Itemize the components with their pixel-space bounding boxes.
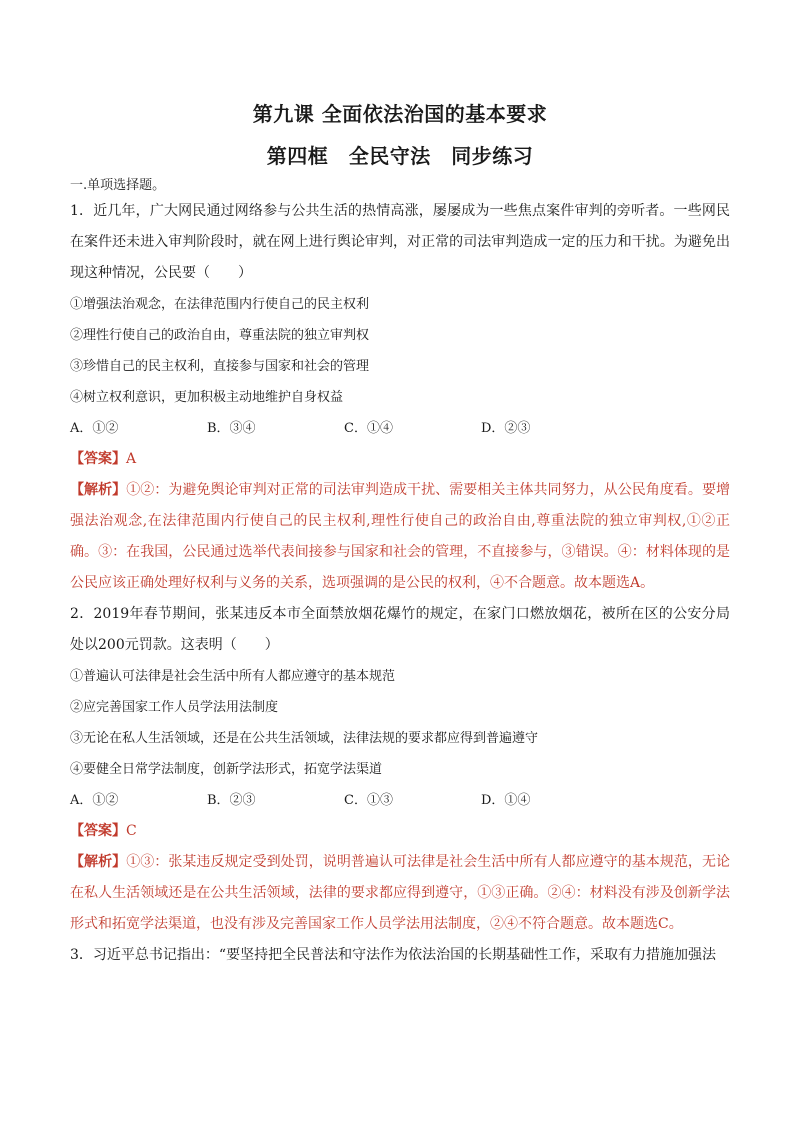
question-stem: 1．近几年，广大网民通过网络参与公共生活的热情高涨，屡屡成为一些焦点案件审判的旁听者。一些网民在案件还未进入审判阶段时，就在网上进行舆论审判，对正常的司法审判造成一定的压力和干扰。为避免出现这种情况，公民要（ ） bbox=[70, 203, 730, 281]
choice-d: D．②③ bbox=[481, 421, 531, 436]
question-3 bbox=[70, 940, 730, 971]
answer-choices bbox=[70, 785, 730, 816]
choice-b: B．③④ bbox=[207, 421, 256, 436]
main-title: 第九课 全面依法治国的基本要求 bbox=[252, 102, 548, 126]
question-stem: 2．2019年春节期间，张某违反本市全面禁放烟花爆竹的规定，在家门口燃放烟花，被所在区的公安分局处以200元罚款。这表明（ ） bbox=[70, 606, 730, 653]
explanation-label: 【解析】 bbox=[70, 482, 127, 498]
explanation-text: ①③：张某违反规定受到处罚，说明普遍认可法律是社会生活中所有人都应遵守的基本规范，无论在私人生活领域还是在公共生活领域，法律的要求都应得到遵守，①③正确。②④：材料没有涉及创新学法形式和拓宽学法渠道，也没有涉及完善国家工作人员学法用法制度，②④不符合题意。故本题选C。 bbox=[70, 854, 731, 932]
choice-c: C．①③ bbox=[344, 793, 393, 808]
choice-c: C．①④ bbox=[344, 421, 393, 436]
statement-option: ③无论在私人生活领域，还是在公共生活领域，法律法规的要求都应得到普遍遵守 bbox=[70, 731, 539, 746]
statement-option: ②理性行使自己的政治自由，尊重法院的独立审判权 bbox=[70, 328, 370, 343]
choice-a: A．①② bbox=[70, 793, 119, 808]
answer-value: A bbox=[126, 451, 137, 467]
answer-line bbox=[70, 816, 730, 847]
answer-line bbox=[70, 444, 730, 475]
question-1 bbox=[70, 196, 730, 599]
answer-value: C bbox=[126, 823, 137, 839]
statement-option: ①普遍认可法律是社会生活中所有人都应遵守的基本规范 bbox=[70, 669, 396, 684]
choice-a: A．①② bbox=[70, 421, 119, 436]
statement-option: ③珍惜自己的民主权利，直接参与国家和社会的管理 bbox=[70, 359, 370, 374]
sub-title: 第四框 全民守法 同步练习 bbox=[266, 144, 534, 168]
explanation bbox=[70, 475, 730, 599]
question-2 bbox=[70, 599, 730, 940]
worksheet bbox=[70, 96, 730, 971]
answer-choices bbox=[70, 413, 730, 444]
statement-option: ②应完善国家工作人员学法用法制度 bbox=[70, 700, 279, 715]
explanation-text: ①②：为避免舆论审判对正常的司法审判造成干扰、需要相关主体共同努力，从公民角度看。要增强法治观念,在法律范围内行使自己的民主权利,理性行使自己的政治自由,尊重法院的独立审判权,①②正确。③：在我国，公民通过选举代表间接参与国家和社会的管理，不直接参与，③错误。④：材料体现的是公民应该正确处理好权利与义务的关系，选项强调的是公民的权利，④不合题意。故本题选A。 bbox=[70, 482, 731, 591]
question-stem: 3．习近平总书记指出：“要坚持把全民普法和守法作为依法治国的长期基础性工作，采取有力措施加强法 bbox=[70, 947, 717, 963]
explanation-label: 【解析】 bbox=[70, 854, 127, 870]
choice-d: D．①④ bbox=[481, 793, 531, 808]
answer-label: 【答案】 bbox=[70, 451, 126, 467]
explanation bbox=[70, 847, 730, 940]
statement-option: ④要健全日常学法制度，创新学法形式，拓宽学法渠道 bbox=[70, 762, 383, 777]
statement-option: ①增强法治观念，在法律范围内行使自己的民主权利 bbox=[70, 297, 370, 312]
section-heading: 一.单项选择题。 bbox=[70, 178, 166, 193]
answer-label: 【答案】 bbox=[70, 823, 126, 839]
statement-option: ④树立权利意识，更加积极主动地维护自身权益 bbox=[70, 390, 344, 405]
choice-b: B．②③ bbox=[207, 793, 256, 808]
